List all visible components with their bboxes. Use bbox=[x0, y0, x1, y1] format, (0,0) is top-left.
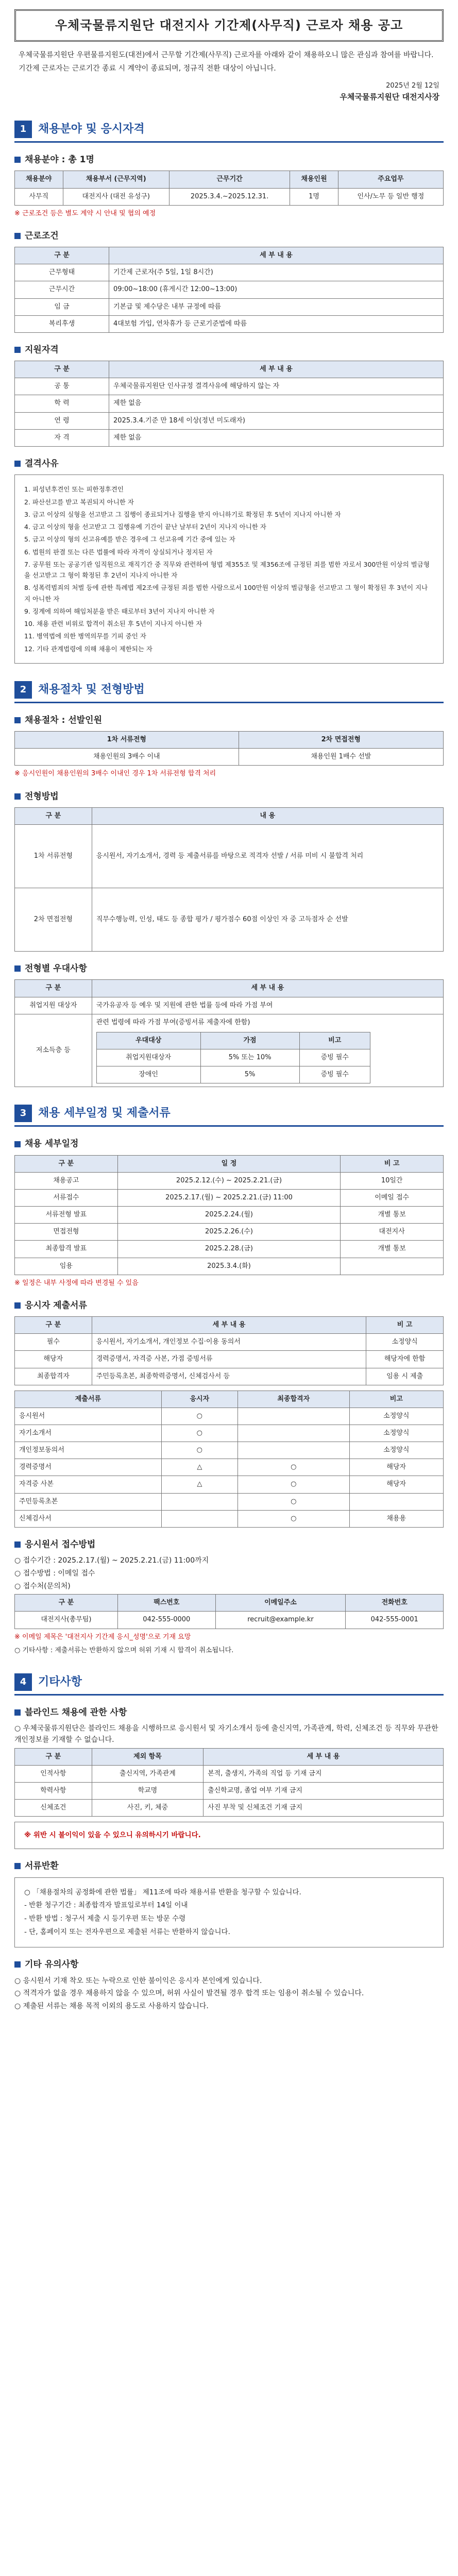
square-bullet-icon bbox=[14, 1141, 21, 1147]
subsection-title: 기타 유의사항 bbox=[14, 1958, 444, 1971]
section-3-header bbox=[14, 1105, 444, 1127]
note: ※ 일정은 내부 사정에 따라 변경될 수 있음 bbox=[14, 1279, 139, 1287]
section-1-header bbox=[14, 121, 444, 143]
subsection-title: 응시원서 접수방법 bbox=[14, 1538, 444, 1551]
square-bullet-icon bbox=[14, 1863, 21, 1869]
square-bullet-icon bbox=[14, 347, 21, 353]
section-number: 4 bbox=[14, 1673, 32, 1691]
subsection-title: 결격사유 bbox=[14, 457, 444, 470]
blind-table: 구 분 제외 항목 세 부 내 용 인적사항 출신지역, 가족관계 본적, 출생지, 가족의 직업 등 기재 금지 학력사항 학교명 출신학교명, 졸업 여부 기재 금지 신체조건 사진, 키, 체중 사진 부착 및 신체조건 기재 금지 bbox=[14, 1748, 444, 1817]
subsection-title: 블라인드 채용에 관한 사항 bbox=[14, 1706, 444, 1719]
blind-warning-box: ※ 위반 시 불이익이 있을 수 있으니 유의하시기 바랍니다. bbox=[14, 1822, 444, 1849]
disqualification-box: 1. 피성년후견인 또는 피한정후견인 2. 파산선고를 받고 복권되지 아니한 자 3. 금고 이상의 실형을 선고받고 그 집행이 종료되거나 집행을 받지 아니하기로 확정된 후 5년이 지나지 아니한 자 4. 금고 이상의 형을 선고받고 그 집행유예 기간이 끝난 날부터 2년이 지나지 아니한 자 5. 금고 이상의 형의 선고유예를 받은 경우에 그 선고유예 기간 중에 있는 자 6. 법원의 판결 또는 다른 법률에 따라 자격이 상실되거나 정지된 자 7. 공무원 또는 공공기관 임직원으로 재직기간 중 직무와 관련하여 형법 제355조 및 제356조에 규정된 죄를 범한 자로서 300만원 이상의 벌금형을 선고받고 그 형이 확정된 후 2년이 지나지 아니한 자 8. 성폭력범죄의 처벌 등에 관한 특례법 제2조에 규정된 죄를 범한 사람으로서 100만원 이상의 벌금형을 선고받고 그 형이 확정된 후 3년이 지나지 아니한 자 9. 징계에 의하여 해임처분을 받은 때로부터 3년이 지나지 아니한 자 10. 채용 관련 비위로 합격이 취소된 후 5년이 지나지 아니한 자 11. 병역법에 의한 병역의무를 기피 중인 자 12. 기타 관계법령에 의해 채용이 제한되는 자 bbox=[14, 474, 444, 664]
square-bullet-icon bbox=[14, 157, 21, 163]
section-4-header bbox=[14, 1673, 444, 1696]
section-title: 기타사항 bbox=[38, 1675, 82, 1688]
section-title: 채용분야 및 응시자격 bbox=[38, 122, 145, 135]
signature bbox=[19, 81, 439, 103]
square-bullet-icon bbox=[14, 965, 21, 972]
note: ※ 근로조건 등은 별도 계약 시 안내 및 협의 예정 bbox=[14, 209, 156, 217]
work-conditions-table: 구 분 세 부 내 용 근무형태 기간제 근로자(주 5일, 1일 8시간) 근무시간 09:00~18:00 (휴게시간 12:00~13:00) 임 금 기본급 및 제수당은 내부 규정에 따름 복리후생 4대보험 가입, 연차휴가 등 근로기준법에 따름 bbox=[14, 247, 444, 333]
recruit-field-table: 채용분야 채용부서 (근무지역) 근무기간 채용인원 주요업무 사무직 대전지사 (대전 유성구) 2025.3.4.~2025.12.31. 1명 인사/노무 등 일반 행정 bbox=[14, 171, 444, 205]
etc-note: ○ 기타사항 : 제출서류는 반환하지 않으며 허위 기재 시 합격이 취소됩니다. bbox=[14, 1646, 234, 1654]
schedule-table: 구 분 일 정 비 고 채용공고 2025.2.12.(수) ~ 2025.2.21.(금) 10일간 서류접수 2025.2.17.(월) ~ 2025.2.21.(금) 11:00 이메일 접수 서류전형 발표 2025.2.24.(월) 개별 통보 면접전형 2025.2.26.(수) 대전지사 최종합격 발표 2025.2.28.(금) 개별 통보 임용 2025.3.4.(화) bbox=[14, 1155, 444, 1275]
subsection-title: 응시자 제출서류 bbox=[14, 1299, 444, 1312]
square-bullet-icon bbox=[14, 233, 21, 239]
selection-method-table: 구 분 내 용 1차 서류전형 응시원서, 자기소개서, 경력 등 제출서류를 바탕으로 적격자 선발 / 서류 미비 시 불합격 처리 2차 면접전형 직무수행능력, 인성, 태도 등 종합 평가 / 평가점수 60점 이상인 자 중 고득점자 순 선발 bbox=[14, 807, 444, 952]
email-link[interactable]: recruit@example.kr bbox=[215, 1612, 346, 1629]
subsection-title: 근로조건 bbox=[14, 229, 444, 243]
application-info-list: ○ 접수기간 : 2025.2.17.(월) ~ 2025.2.21.(금) 11:00까지 ○ 접수방법 : 이메일 접수 ○ 접수처(문의처) bbox=[14, 1556, 209, 1590]
square-bullet-icon bbox=[14, 793, 21, 800]
square-bullet-icon bbox=[14, 1302, 21, 1309]
square-bullet-icon bbox=[14, 717, 21, 723]
sign-org: 우체국물류지원단 대전지사장 bbox=[340, 92, 439, 101]
square-bullet-icon bbox=[14, 1961, 21, 1968]
preference-table: 구 분 세 부 내 용 취업지원 대상자 국가유공자 등 예우 및 지원에 관한 법률 등에 따라 가점 부여 저소득층 등 관련 법령에 따라 가점 부여(증빙서류 제출자에 한함) 우대대상 가점 비고 취업지원대상자 5% 또는 10% 증빙 필수 장애인 5% 증빙 필수 bbox=[14, 979, 444, 1087]
subsection-title: 지원자격 bbox=[14, 343, 444, 357]
documents-matrix-table: 제출서류 응시자 최종합격자 비고 응시원서 ○ 소정양식 자기소개서 ○ 소정양식 개인정보동의서 ○ 소정양식 경력증명서 △ ○ 해당자 자격증 사본 △ ○ 해당자 주민등록초본 ○ 신체검사서 ○ 채용용 bbox=[14, 1391, 444, 1528]
intro-line: 우체국물류지원단 우편물류지원도(대전)에서 근무할 기간제(사무직) 근로자를 아래와 같이 채용하오니 많은 관심과 참여를 바랍니다. bbox=[19, 51, 434, 60]
preference-points-table: 우대대상 가점 비고 취업지원대상자 5% 또는 10% 증빙 필수 장애인 5% 증빙 필수 bbox=[96, 1032, 370, 1083]
section-title: 채용절차 및 전형방법 bbox=[38, 683, 145, 696]
section-number: 2 bbox=[14, 681, 32, 699]
subsection-title: 전형별 우대사항 bbox=[14, 962, 444, 975]
subsection-title: 채용분야 : 총 1명 bbox=[14, 153, 444, 166]
section-number: 1 bbox=[14, 121, 32, 138]
square-bullet-icon bbox=[14, 1541, 21, 1548]
contact-table: 구 분 팩스번호 이메일주소 전화번호 대전지사(총무팀) 042-555-0000 recruit@example.kr 042-555-0001 bbox=[14, 1594, 444, 1629]
note: ※ 응시인원이 채용인원의 3배수 이내인 경우 1차 서류전형 합격 처리 bbox=[14, 770, 216, 778]
section-title: 채용 세부일정 및 제출서류 bbox=[38, 1107, 171, 1120]
subsection-title: 서류반환 bbox=[14, 1859, 444, 1873]
selection-count-table: 1차 서류전형 2차 면접전형 채용인원의 3배수 이내 채용인원 1배수 선발 bbox=[14, 731, 444, 766]
square-bullet-icon bbox=[14, 461, 21, 467]
intro bbox=[14, 50, 444, 103]
return-docs-box: ○ 「채용절차의 공정화에 관한 법률」 제11조에 따라 채용서류 반환을 청구할 수 있습니다. - 반환 청구기간 : 최종합격자 발표일로부터 14일 이내 - 반환 방법 : 청구서 제출 시 등기우편 또는 방문 수령 - 단, 홈페이지 또는 전자우편으로 제출된 서류는 반환하지 않습니다. bbox=[14, 1877, 444, 1948]
intro-line: 기간제 근로자는 근로기간 종료 시 계약이 종료되며, 정규직 전환 대상이 아닙니다. bbox=[19, 64, 276, 73]
note: ※ 이메일 제목은 '대전지사 기간제 응시_성명'으로 기재 요망 bbox=[14, 1633, 191, 1641]
subsection-title: 채용 세부일정 bbox=[14, 1137, 444, 1150]
section-number: 3 bbox=[14, 1105, 32, 1122]
subsection-title: 채용절차 : 선발인원 bbox=[14, 714, 444, 727]
section-2-header bbox=[14, 681, 444, 703]
documents-table: 구 분 세 부 내 용 비 고 필수 응시원서, 자기소개서, 개인정보 수집·이용 동의서 소정양식 해당자 경력증명서, 자격증 사본, 가점 증빙서류 해당자에 한함 최종합격자 주민등록초본, 최종학력증명서, 신체검사서 등 임용 시 제출 bbox=[14, 1316, 444, 1385]
square-bullet-icon bbox=[14, 1709, 21, 1716]
etc-notes-list: ○ 응시원서 기재 착오 또는 누락으로 인한 불이익은 응시자 본인에게 있습니다. ○ 적격자가 없을 경우 채용하지 않을 수 있으며, 허위 사실이 발견될 경우 합격 또는 임용이 취소될 수 있습니다. ○ 제출된 서류는 채용 목적 이외의 용도로 사용하지 않습니다. bbox=[14, 1976, 364, 2010]
document-title: 우체국물류지원단 대전지사 기간제(사무직) 근로자 채용 공고 bbox=[14, 9, 444, 42]
qualification-table: 구 분 세 부 내 용 공 통 우체국물류지원단 인사규정 결격사유에 해당하지 않는 자 학 력 제한 없음 연 령 2025.3.4.기준 만 18세 이상(정년 미도래자) 자 격 제한 없음 bbox=[14, 361, 444, 447]
sign-date: 2025년 2월 12일 bbox=[386, 81, 439, 90]
subsection-title: 전형방법 bbox=[14, 790, 444, 803]
blind-info-list: ○ 우체국물류지원단은 블라인드 채용을 시행하므로 응시원서 및 자기소개서 등에 출신지역, 가족관계, 학력, 신체조건 등 직무와 무관한 개인정보를 기재할 수 없습니다. bbox=[14, 1724, 438, 1744]
